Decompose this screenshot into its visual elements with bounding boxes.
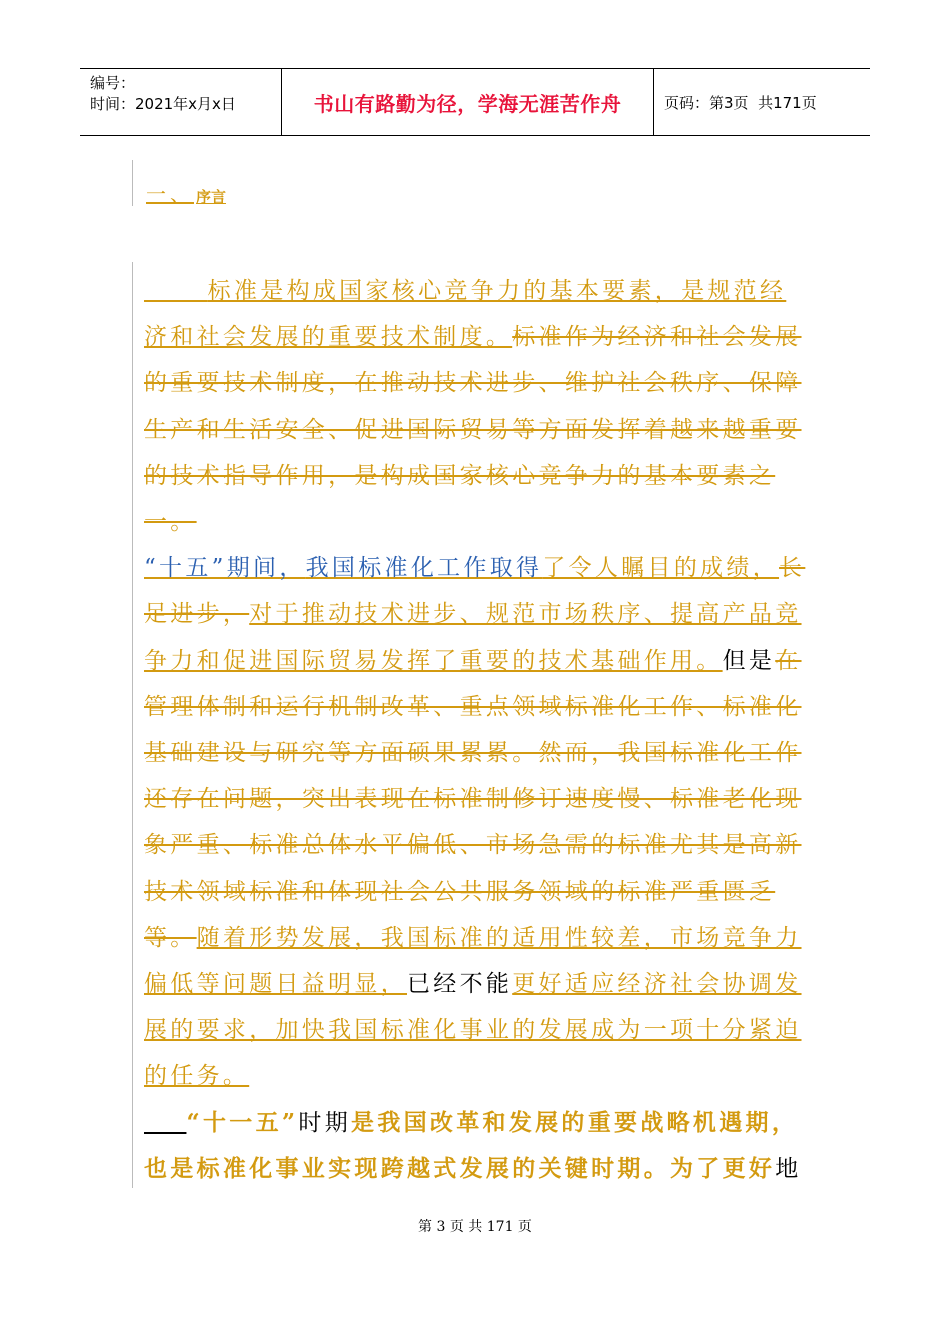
deleted-text: 在管理体制和运行机制改革、重点领域标准化工作、标准化基础建设与研究等方面硕果累累。	[144, 647, 802, 767]
header-page-cell	[654, 69, 870, 135]
inserted-text: “十一五”	[186, 1108, 299, 1136]
inserted-text: 了令人瞩目的成绩，	[542, 555, 780, 582]
section-number: 一、	[146, 182, 194, 206]
header-motto-cell	[282, 69, 654, 135]
deleted-text: 然而，我国标准化工作还存在问题，突出表现在标准制修订速度慢、标准老化现象严重、标准总体水平偏低、市场急需的标准尤其是高新技术领域标准和体现社会公共服务领域的标准严重匮乏等。	[144, 740, 802, 951]
deleted-text: 标准作为经济和社会发展的重要技术制度，在推动技术进步、维护社会秩序、保障生产和生活安全、促进国际贸易等方面发挥着越来越重要的技术指导作用，是构成国家核心竞争力的基本要素之一。	[144, 324, 802, 536]
inserted-text: 随着形势发展，我国标准的适用性较差，市场竞争力偏低等问题日益明显，	[144, 924, 802, 998]
inserted-text: 更好适应经济社会协调发展的要求，加快我国标准化事业的发展成为一项十分紧迫的任务。	[144, 971, 802, 1090]
footer-page-number: 第 3 页 共 171 页	[418, 1219, 532, 1235]
paragraph-eleventh-five-year	[144, 1100, 810, 1192]
header-page-number: 页码：第3页 共171页	[664, 93, 817, 112]
moved-text: 我国标准化工作取得	[305, 555, 543, 582]
original-text: 已经不能	[407, 971, 513, 998]
document-body	[144, 268, 810, 1192]
header-meta-cell	[80, 69, 282, 135]
inserted-text: 是我国改革和发展的重要战略机遇期，也是标准化事业实现跨越式发展的关键时期。为了更好	[144, 1108, 799, 1182]
paragraph-standards-intro	[144, 268, 810, 545]
revision-bar	[132, 160, 133, 206]
page-footer	[0, 1216, 950, 1236]
revision-bar	[132, 262, 133, 1188]
paragraph-indent	[144, 1100, 186, 1146]
inserted-text: 对于推动技术进步、规范市场秩序、提高产品竞争力和促进国际贸易发挥了重要的技术基础作用。	[144, 601, 802, 674]
document-number: 编号：	[90, 74, 136, 92]
deleted-text: 长足进步，	[144, 555, 806, 628]
inserted-text: “十五”期间，	[144, 555, 306, 582]
paragraph-tenth-five-year	[144, 545, 810, 1099]
document-time: 时间：2021年x月x日	[90, 95, 236, 113]
original-text: 但是	[722, 647, 776, 674]
paragraph-indent	[144, 268, 208, 314]
section-heading	[146, 178, 226, 207]
section-title: 序言	[196, 188, 227, 206]
header-motto: 书山有路勤为径，学海无涯苦作舟	[313, 91, 622, 116]
page-header	[80, 68, 870, 136]
inserted-text: 标准是构成国家核心竞争力的基本要素，是规范经济和社会发展的重要技术制度。	[144, 278, 787, 351]
original-text: 地	[775, 1155, 802, 1182]
original-text: 时期	[298, 1109, 352, 1136]
